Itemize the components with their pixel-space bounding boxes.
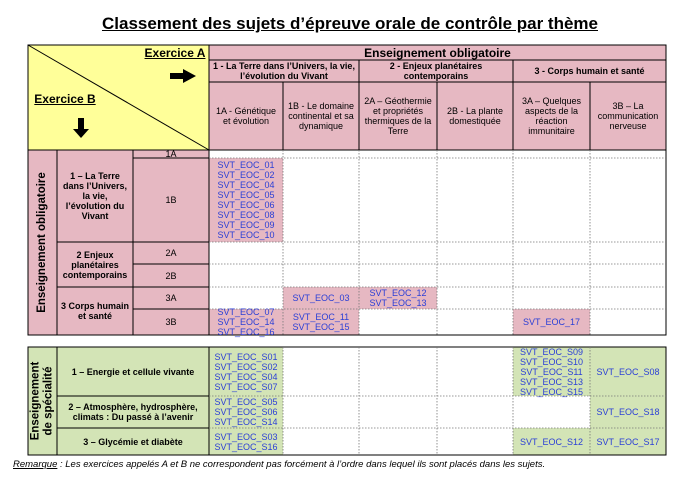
header-theme-3: 3 - Corps humain et santé — [534, 66, 645, 76]
subject-code: SVT_EOC_15 — [292, 322, 350, 332]
subject-code: SVT_EOC_S06 — [214, 407, 278, 417]
subject-code: SVT_EOC_11 — [292, 312, 350, 322]
obligatoire-vertical-label: Enseignement obligatoire — [36, 172, 49, 313]
header-subtheme-3A: 3A – Quelques aspects de la réaction immunitaire — [521, 96, 582, 136]
header-group: Enseignement obligatoire — [364, 45, 511, 60]
row-theme-1: 1 – La Terre dans l’Univers, la vie, l’évolution du Vivant — [62, 171, 128, 221]
subject-code: SVT_EOC_S16 — [214, 441, 278, 452]
subject-list — [283, 287, 359, 309]
subject-code: SVT_EOC_06 — [217, 200, 275, 210]
subject-code: SVT_EOC_S18 — [596, 407, 660, 417]
header-subtheme-1B: 1B - Le domaine continental et sa dynamique — [287, 101, 355, 131]
subject-list — [590, 428, 666, 455]
subject-code: SVT_EOC_10 — [217, 230, 275, 240]
subject-code: SVT_EOC_12 — [369, 288, 427, 298]
header-subtheme-3B: 3B – La communication nerveuse — [597, 101, 659, 131]
subject-list — [513, 428, 590, 455]
subject-code: SVT_EOC_05 — [217, 190, 275, 200]
subject-code: SVT_EOC_03 — [292, 293, 350, 303]
remark-text: : Les exercices appelés A et B ne correspondent pas forcément à l’ordre dans lequel ils sont placés dans les sujets. — [57, 459, 546, 470]
subject-list — [209, 396, 283, 428]
header-theme-2: 2 - Enjeux planétaires contemporains — [389, 61, 483, 81]
exercise-a-label: Exercice A — [144, 46, 206, 60]
page-title: Classement des sujets d’épreuve orale de contrôle par thème — [101, 14, 598, 33]
subject-code: SVT_EOC_02 — [217, 170, 275, 180]
row-subtheme-2A: 2A — [165, 248, 177, 258]
subject-code: SVT_EOC_07 — [217, 307, 275, 317]
exercise-b-label: Exercice B — [34, 92, 96, 106]
subject-list — [590, 347, 666, 396]
subject-code: SVT_EOC_S09 — [519, 346, 584, 357]
subject-list — [513, 309, 590, 335]
subject-list — [283, 309, 359, 335]
header-subtheme-2B: 2B - La plante domestiquée — [446, 106, 504, 126]
subject-list — [359, 287, 437, 309]
specialite-theme-2: 2 – Atmosphère, hydrosphère, climats : Du passé à l’avenir — [68, 402, 198, 422]
remark — [13, 459, 545, 470]
subject-code: SVT_EOC_09 — [217, 220, 275, 230]
row-subtheme-1A: 1A — [165, 149, 177, 159]
subject-code: SVT_EOC_08 — [217, 210, 275, 220]
subject-code: SVT_EOC_S04 — [214, 371, 278, 382]
subject-code: SVT_EOC_S02 — [214, 361, 278, 372]
subject-list — [209, 347, 283, 396]
specialite-vertical-label: Enseignement de spécialité — [29, 361, 55, 441]
subject-code: SVT_EOC_S11 — [520, 366, 583, 377]
header-subtheme-2A: 2A – Géothermie et propriétés thermiques de la Terre — [364, 96, 432, 136]
row-subtheme-3B: 3B — [165, 317, 177, 327]
subject-list — [209, 428, 283, 455]
subject-code: SVT_EOC_S08 — [596, 366, 660, 377]
row-subtheme-2B: 2B — [165, 270, 177, 281]
subject-code: SVT_EOC_S05 — [214, 397, 278, 407]
row-subtheme-1B: 1B — [165, 195, 177, 205]
header-subtheme-1A: 1A - Génétique et évolution — [215, 106, 277, 126]
subject-code: SVT_EOC_S10 — [519, 356, 584, 367]
subject-code: SVT_EOC_S17 — [596, 436, 660, 447]
subject-list — [513, 347, 590, 396]
subject-list — [209, 309, 283, 335]
header-theme-1: 1 - La Terre dans l’Univers, la vie, l’évolution du Vivant — [213, 61, 355, 81]
subject-code: SVT_EOC_01 — [217, 160, 275, 170]
specialite-theme-1: 1 – Energie et cellule vivante — [71, 366, 195, 377]
subject-code: SVT_EOC_S12 — [519, 436, 584, 447]
row-theme-2: 2 Enjeux planétaires contemporains — [62, 249, 128, 280]
subject-code: SVT_EOC_S15 — [519, 386, 584, 397]
subject-list — [209, 158, 283, 242]
remark-label: Remarque — [13, 459, 58, 470]
subject-code: SVT_EOC_S01 — [214, 351, 278, 362]
subject-code: SVT_EOC_17 — [522, 317, 581, 327]
row-subtheme-3A: 3A — [165, 293, 177, 303]
subject-code: SVT_EOC_S13 — [519, 376, 584, 387]
subject-code: SVT_EOC_S07 — [214, 381, 278, 392]
subject-code: SVT_EOC_S14 — [214, 417, 278, 427]
subject-code: SVT_EOC_S03 — [214, 431, 278, 442]
subject-code: SVT_EOC_16 — [217, 327, 275, 337]
subject-code: SVT_EOC_14 — [217, 317, 275, 327]
specialite-theme-3: 3 – Glycémie et diabète — [83, 436, 183, 447]
row-theme-3: 3 Corps humain et santé — [60, 301, 129, 321]
subject-code: SVT_EOC_13 — [369, 298, 427, 308]
subject-list — [590, 396, 666, 428]
subject-code: SVT_EOC_04 — [217, 180, 275, 190]
